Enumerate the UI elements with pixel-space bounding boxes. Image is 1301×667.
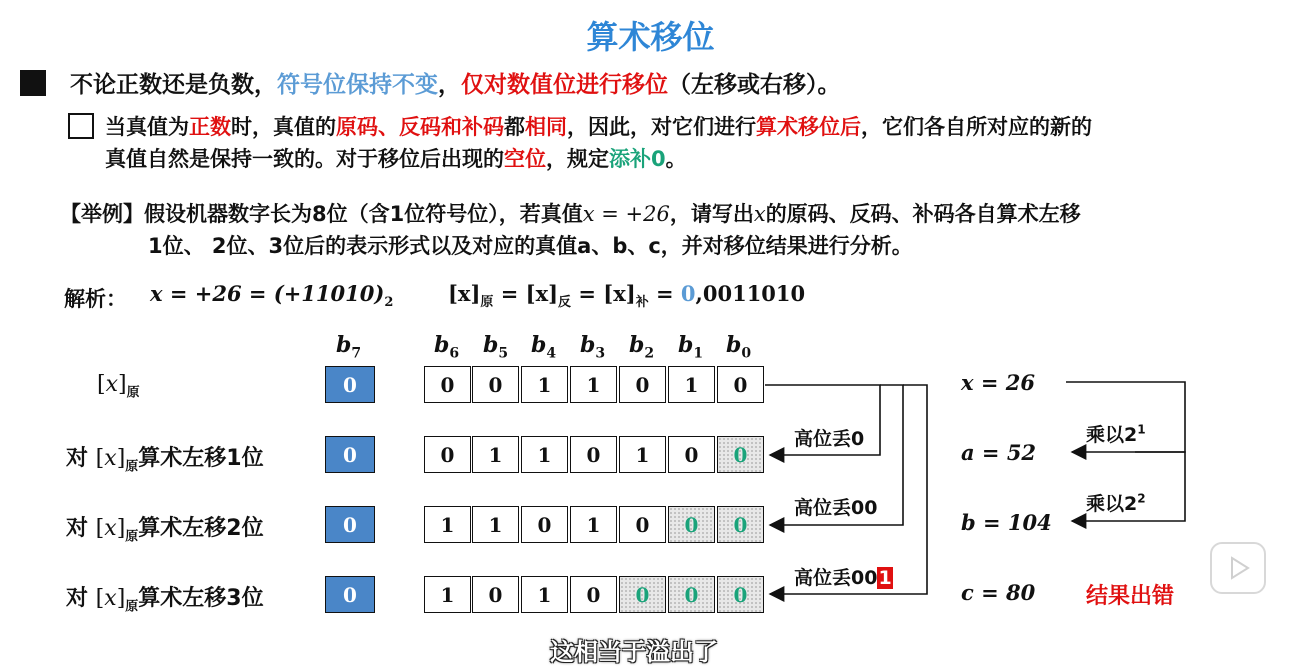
result-a: a = 52 (961, 440, 1037, 465)
example-math: x (753, 202, 766, 226)
bit-cell: 0 (619, 506, 666, 543)
b2-seg: 真值自然是保持一致的。对于移位后出现的 (105, 147, 504, 171)
example-math: x = +26 (582, 202, 670, 226)
sign-bit-cell: 0 (325, 506, 375, 543)
video-subtitle: 这相当于溢出了 (550, 638, 718, 666)
bullet-1-part2: 符号位保持不变 (277, 72, 438, 98)
bit-cell: 0 (570, 436, 617, 473)
example-text: 【举例】假设机器数字长为8位（含1位符号位），若真值 (60, 202, 583, 226)
row-label-shift2: 对 $[x]_原$算术左移2位 (66, 516, 264, 545)
bit-label-b5: $b_5$ (483, 332, 509, 362)
expr2-sign-bit: 0 (680, 281, 696, 306)
expr2-sub: 补 (635, 295, 649, 311)
bit-label-b2: $b_2$ (629, 332, 655, 362)
bit-cell: 1 (521, 366, 568, 403)
bit-cell: 0 (619, 366, 666, 403)
bit-label-b3: $b_3$ (580, 332, 606, 362)
bit-label-b4: $b_4$ (531, 332, 557, 362)
bit-cell: 0 (472, 366, 519, 403)
bit-cell: 1 (668, 366, 715, 403)
drop-note-3-highlight: 1 (878, 567, 892, 589)
bit-label-b6: $b_6$ (434, 332, 460, 362)
drop-note-1: 高位丢0 (794, 428, 865, 450)
bit-cell: 1 (619, 436, 666, 473)
bit-cell: 0 (668, 436, 715, 473)
padded-bit-cell: 0 (619, 576, 666, 613)
bullet-1-part4: 仅对数值位进行移位 (461, 72, 668, 98)
example-text: ，请写出 (669, 202, 754, 226)
page-title: 算术移位 (586, 18, 715, 56)
padded-bit-cell: 0 (717, 576, 764, 613)
b2-seg: ，它们各自所对应的新的 (861, 115, 1092, 139)
bit-cell: 1 (570, 506, 617, 543)
expr2-seg: [x] (448, 281, 481, 306)
expr1-text: x = +26 = (+11010) (150, 281, 385, 306)
padded-bit-cell: 0 (668, 506, 715, 543)
analysis-label: 解析： (64, 287, 127, 311)
multiply-note-2-exp: 2 (1137, 491, 1146, 506)
padded-bit-cell: 0 (668, 576, 715, 613)
sign-bit-cell: 0 (325, 436, 375, 473)
b2-seg: 算术移位后 (756, 115, 861, 139)
multiply-note-2 (1086, 489, 1146, 516)
result-c: c = 80 (961, 580, 1036, 605)
result-x: x = 26 (961, 370, 1035, 395)
b2-seg: 原码、反码和补码 (336, 115, 504, 139)
bit-cell: 1 (521, 436, 568, 473)
b2-seg: 都 (504, 115, 525, 139)
sign-bit-cell: 0 (325, 576, 375, 613)
row-label-post: 算术左移2位 (138, 516, 264, 541)
bit-cell: 0 (521, 506, 568, 543)
drop-note-3-text: 高位丢00 (794, 567, 878, 589)
bit-cell: 0 (424, 436, 471, 473)
bit-cell: 0 (424, 366, 471, 403)
row-label-post: 算术左移3位 (138, 586, 264, 611)
multiply-note-2-text: 乘以2 (1086, 493, 1138, 515)
bit-label-b7: $b_7$ (336, 332, 362, 362)
row-label-shift1: 对 $[x]_原$算术左移1位 (66, 446, 264, 475)
bit-cell: 1 (424, 576, 471, 613)
bit-label-b0: $b_0$ (726, 332, 752, 362)
row-label-pre: 对 (66, 586, 96, 611)
drop-note-2: 高位丢00 (794, 497, 878, 519)
row-label-sub: 原 (125, 459, 139, 475)
multiply-note-1-exp: 1 (1137, 422, 1146, 437)
bit-cell: 0 (472, 576, 519, 613)
drop-note-3 (794, 563, 893, 590)
b2-seg: 当真值为 (105, 115, 189, 139)
expr2-sub: 原 (480, 295, 494, 311)
expr2-seg: ,0011010 (695, 281, 806, 306)
bit-cell: 0 (570, 576, 617, 613)
row-label-sub: 原 (125, 599, 139, 615)
bit-cell: 1 (472, 506, 519, 543)
b2-seg: 相同 (525, 115, 567, 139)
b2-seg: 。 (665, 147, 687, 171)
row-label-sub: 原 (126, 385, 140, 401)
b2-seg: ，因此，对它们进行 (567, 115, 756, 139)
expr2-seg: = (648, 281, 681, 306)
bit-cell: 1 (424, 506, 471, 543)
row-label-sub: 原 (125, 529, 139, 545)
expr2-seg: = [x] (493, 281, 559, 306)
sign-bit-cell: 0 (325, 366, 375, 403)
row-label-pre: 对 (66, 446, 96, 471)
b2-seg: 正数 (189, 115, 231, 139)
expr2-seg: = [x] (571, 281, 636, 306)
bullet-1-part5: （左移或右移）。 (668, 72, 841, 98)
b2-seg: 添补0 (609, 147, 666, 171)
b2-seg: 时，真值的 (231, 115, 336, 139)
padded-bit-cell: 0 (717, 506, 764, 543)
expr1-subscript: 2 (384, 295, 394, 311)
bit-cell: 0 (717, 366, 764, 403)
example-text: 的原码、反码、补码各自算术左移 (765, 202, 1081, 226)
padded-bit-cell: 0 (717, 436, 764, 473)
bit-cell: 1 (570, 366, 617, 403)
row-label-post: 算术左移1位 (138, 446, 264, 471)
b2-seg: ，规定 (546, 147, 609, 171)
result-b: b = 104 (961, 510, 1052, 535)
row-label-shift3: 对 $[x]_原$算术左移3位 (66, 586, 264, 615)
example-line2: 1位、 2位、3位后的表示形式以及对应的真值a、b、c，并对移位结果进行分析。 (148, 234, 913, 258)
multiply-note-1 (1086, 420, 1146, 447)
bullet-1-part3: ， (438, 72, 461, 98)
b2-seg: 空位 (504, 147, 546, 171)
error-label: 结果出错 (1086, 584, 1175, 609)
row-label-pre: 对 (66, 516, 96, 541)
expr2-sub: 反 (558, 295, 572, 311)
row-label-original: $[x]_原$ (97, 372, 140, 401)
bit-cell: 1 (472, 436, 519, 473)
multiply-note-1-text: 乘以2 (1086, 424, 1138, 446)
bit-cell: 1 (521, 576, 568, 613)
play-logo-icon (1210, 542, 1266, 594)
bullet-1-part1: 不论正数还是负数， (70, 72, 277, 98)
bit-label-b1: $b_1$ (678, 332, 704, 362)
